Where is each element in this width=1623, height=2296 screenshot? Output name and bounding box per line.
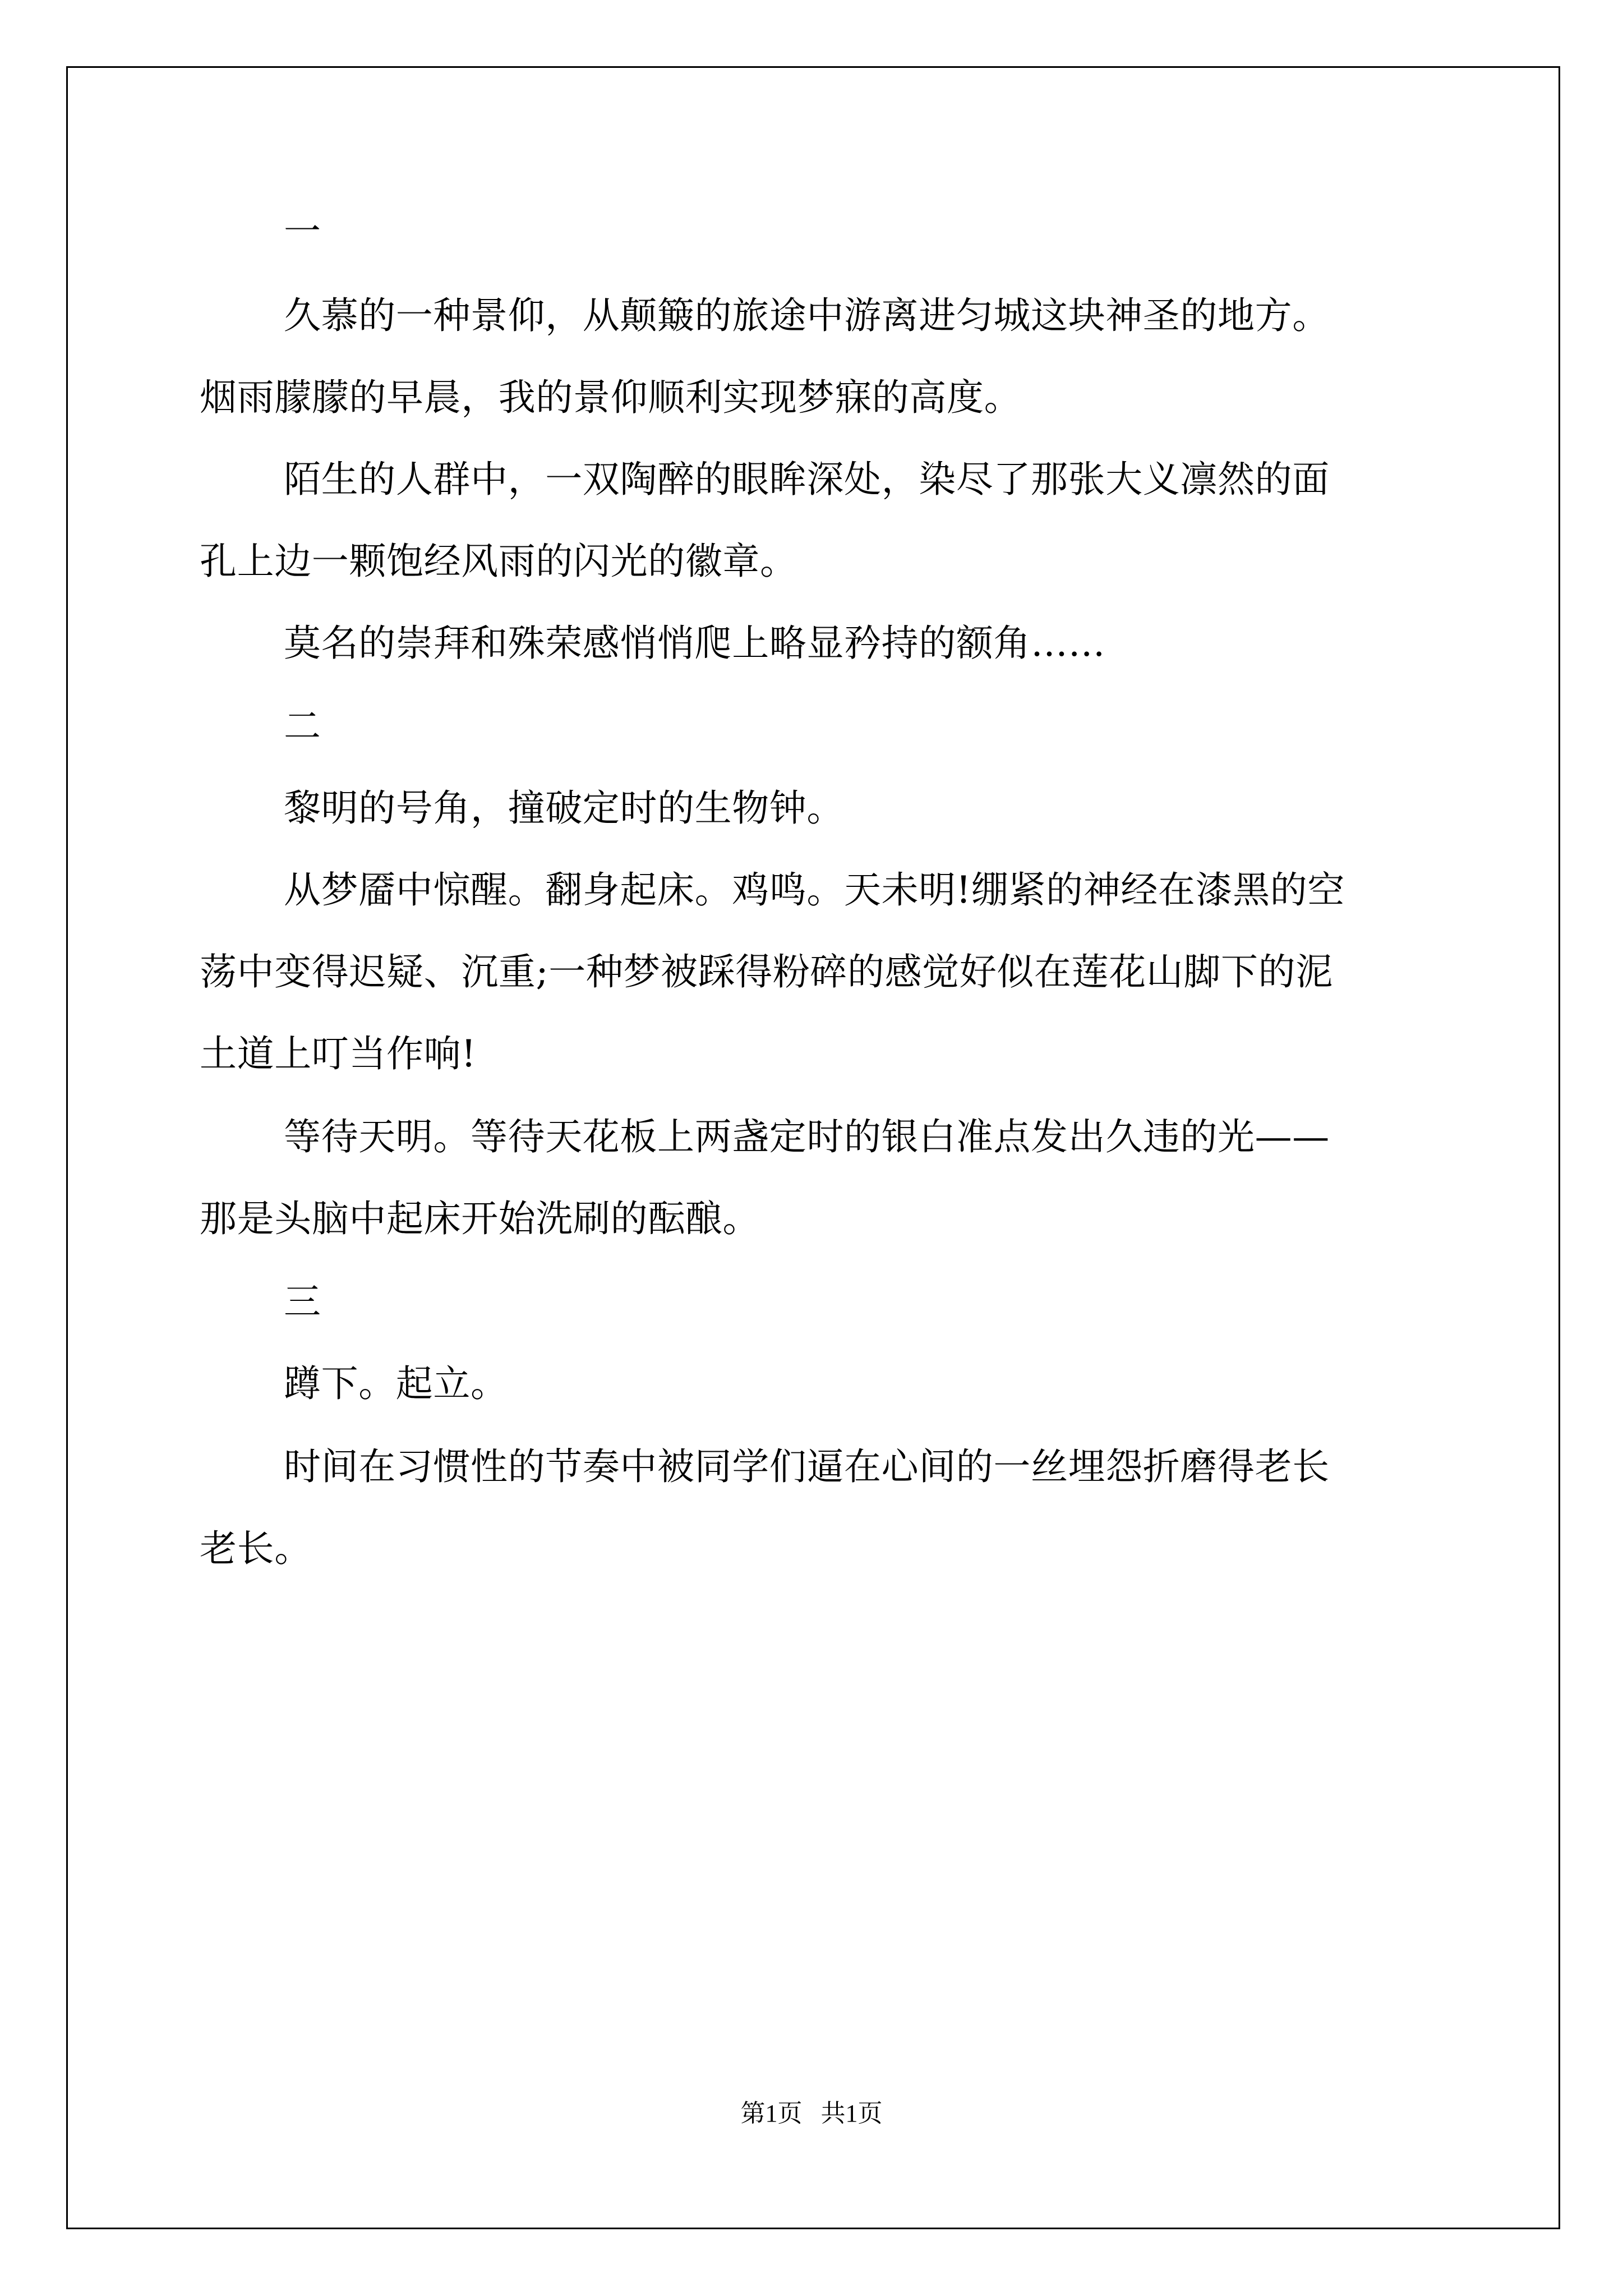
- paragraph-line: 土道上叮当作响!: [200, 1032, 477, 1075]
- paragraph-line: 孔上边一颗饱经风雨的闪光的徽章。: [200, 540, 797, 583]
- paragraph-line: 从梦靥中惊醒。翻身起床。鸡鸣。天未明!绷紧的神经在漆黑的空: [284, 868, 1345, 912]
- page-number: 第1页 共1页: [740, 2100, 883, 2127]
- paragraph-line: 久慕的一种景仰，从颠簸的旅途中游离进匀城这块神圣的地方。: [284, 294, 1330, 337]
- paragraph-line: 老长。: [200, 1527, 312, 1570]
- paragraph-line: 时间在习惯性的节奏中被同学们逼在心间的一丝埋怨折磨得老长: [284, 1445, 1330, 1488]
- paragraph-line: 莫名的崇拜和殊荣感悄悄爬上略显矜持的额角……: [284, 622, 1106, 665]
- paragraph-line: 等待天明。等待天花板上两盏定时的银白准点发出久违的光——: [284, 1115, 1330, 1158]
- paragraph-line: 烟雨朦朦的早晨，我的景仰顺利实现梦寐的高度。: [200, 376, 1022, 419]
- paragraph-line: 荡中变得迟疑、沉重;一种梦被踩得粉碎的感觉好似在莲花山脚下的泥: [200, 950, 1333, 993]
- section-number-one: 一: [284, 210, 321, 253]
- paragraph-line: 蹲下。起立。: [284, 1362, 508, 1405]
- section-number-three: 三: [284, 1280, 321, 1323]
- paragraph-line: 黎明的号角，撞破定时的生物钟。: [284, 786, 844, 830]
- page-footer: [0, 2101, 1623, 2126]
- section-number-two: 二: [284, 705, 321, 748]
- paragraph-line: 陌生的人群中，一双陶醉的眼眸深处，染尽了那张大义凛然的面: [284, 458, 1330, 501]
- paragraph-line: 那是头脑中起床开始洗刷的酝酿。: [200, 1197, 760, 1240]
